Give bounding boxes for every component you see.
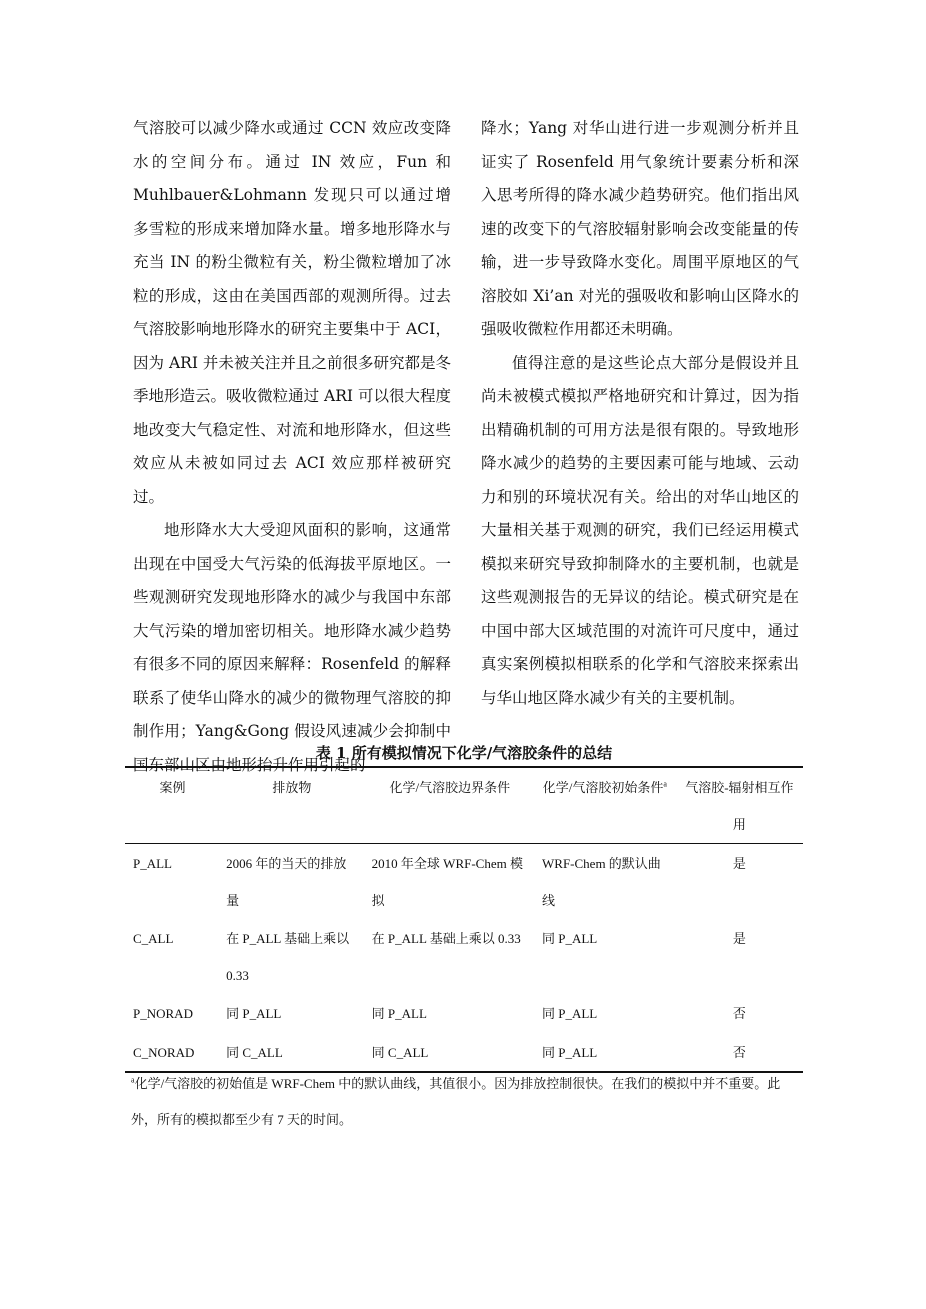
paragraph: 地形降水大大受迎风面积的影响，这通常出现在中国受大气污染的低海拔平原地区。一些观测研究发现地形降水的减少与我国中东部大气污染的增加密切相关。地形降水减少趋势有很多不同的原因来解释：Rosenfeld 的解释联系了使华山降水的减少的微物理气溶胶的抑制作用；Yang&Gong 假设风速减少会抑制中国东部山区由地形抬升作用引起的 (133, 521, 451, 774)
cell-case: C_ALL (133, 931, 174, 946)
header-emission: 排放物 (218, 767, 364, 844)
cell-emission: 2006 年的当天的排放量 (226, 856, 347, 908)
cell-case: C_NORAD (125, 1033, 218, 1073)
cell-radiation: 是 (732, 931, 746, 946)
footnote-mark: a (131, 1075, 135, 1085)
cell-radiation: 否 (732, 1006, 746, 1021)
cell-initial: WRF-Chem 的默认曲线 (542, 856, 661, 908)
table-row (125, 994, 803, 1033)
cell-emission: 在 P_ALL 基础上乘以 0.33 (226, 931, 350, 983)
table-row (125, 919, 803, 994)
cell-case: P_ALL (133, 856, 172, 871)
paragraph: 值得注意的是这些论点大部分是假设并且尚未被模式模拟严格地研究和计算过，因为指出精确机制的可用方法是很有限的。导致地形降水减少的趋势的主要因素可能与地域、云动力和别的环境状况有关。给出的对华山地区的大量相关基于观测的研究，我们已经运用模式模拟来研究导致抑制降水的主要机制，也就是这些观测报告的无异议的结论。模式研究是在中国中部大区域范围的对流许可尺度中，通过真实案例模拟相联系的化学和气溶胶来探索出与华山地区降水减少有关的主要机制。 (481, 353, 799, 707)
header-initial (534, 767, 674, 844)
cell-radiation: 是 (732, 856, 746, 871)
cell-boundary: 2010 年全球 WRF-Chem 模拟 (371, 856, 523, 908)
table-row (125, 844, 803, 920)
header-initial-label: 化学/气溶胶初始条件 (542, 780, 664, 795)
paragraph: 气溶胶可以减少降水或通过 CCN 效应改变降水的空间分布。通过 IN 效应，Fun 和 Muhlbauer&Lohmann 发现只可以通过增多雪粒的形成来增加降水量。增多地形降水与充当 IN 的粉尘微粒有关，粉尘微粒增加了冰粒的形成，这由在美国西部的观测所得。过去气溶胶影响地形降水的研究主要集中于 ACI，因为 ARI 并未被关注并且之前很多研究都是冬季地形造云。吸收微粒通过 ARI 可以很大程度地改变大气稳定性、对流和地形降水，但这些效应从未被如同过去 ACI 效应那样被研究过。 (133, 119, 451, 506)
cell-boundary: 在 P_ALL 基础上乘以 0.33 (371, 931, 521, 946)
header-case: 案例 (125, 767, 218, 844)
cell-radiation: 否 (674, 1033, 803, 1073)
cell-emission: 同 C_ALL (218, 1033, 364, 1073)
cell-case: P_NORAD (133, 1006, 193, 1021)
cell-initial: 同 P_ALL (542, 931, 598, 946)
summary-table (125, 766, 803, 1073)
table-caption: 表 1 所有模拟情况下化学/气溶胶条件的总结 (315, 744, 613, 762)
table-footnote (131, 1066, 803, 1138)
left-text-column (133, 112, 451, 782)
cell-initial: 同 P_ALL (542, 1006, 598, 1021)
header-boundary: 化学/气溶胶边界条件 (364, 767, 534, 844)
footnote-text: 化学/气溶胶的初始值是 WRF-Chem 中的默认曲线，其值很小。因为排放控制很快。在我们的模拟中并不重要。此外，所有的模拟都至少有 7 天的时间。 (131, 1076, 781, 1127)
paragraph: 降水；Yang 对华山进行进一步观测分析并且证实了 Rosenfeld 用气象统计要素分析和深入思考所得的降水减少趋势研究。他们指出风速的改变下的气溶胶辐射影响会改变能量的传输，进一步导致降水变化。周围平原地区的气溶胶如 Xi’an 对光的强吸收和影响山区降水的强吸收微粒作用都还未明确。 (481, 119, 799, 338)
right-text-column (481, 112, 799, 715)
cell-boundary: 同 C_ALL (364, 1033, 534, 1073)
table-header-row (125, 767, 803, 844)
cell-initial: 同 P_ALL (534, 1033, 674, 1073)
footnote-marker: a (663, 779, 667, 789)
cell-boundary: 同 P_ALL (371, 1006, 427, 1021)
cell-emission: 同 P_ALL (226, 1006, 282, 1021)
header-radiation: 气溶胶-辐射相互作用 (674, 767, 803, 844)
